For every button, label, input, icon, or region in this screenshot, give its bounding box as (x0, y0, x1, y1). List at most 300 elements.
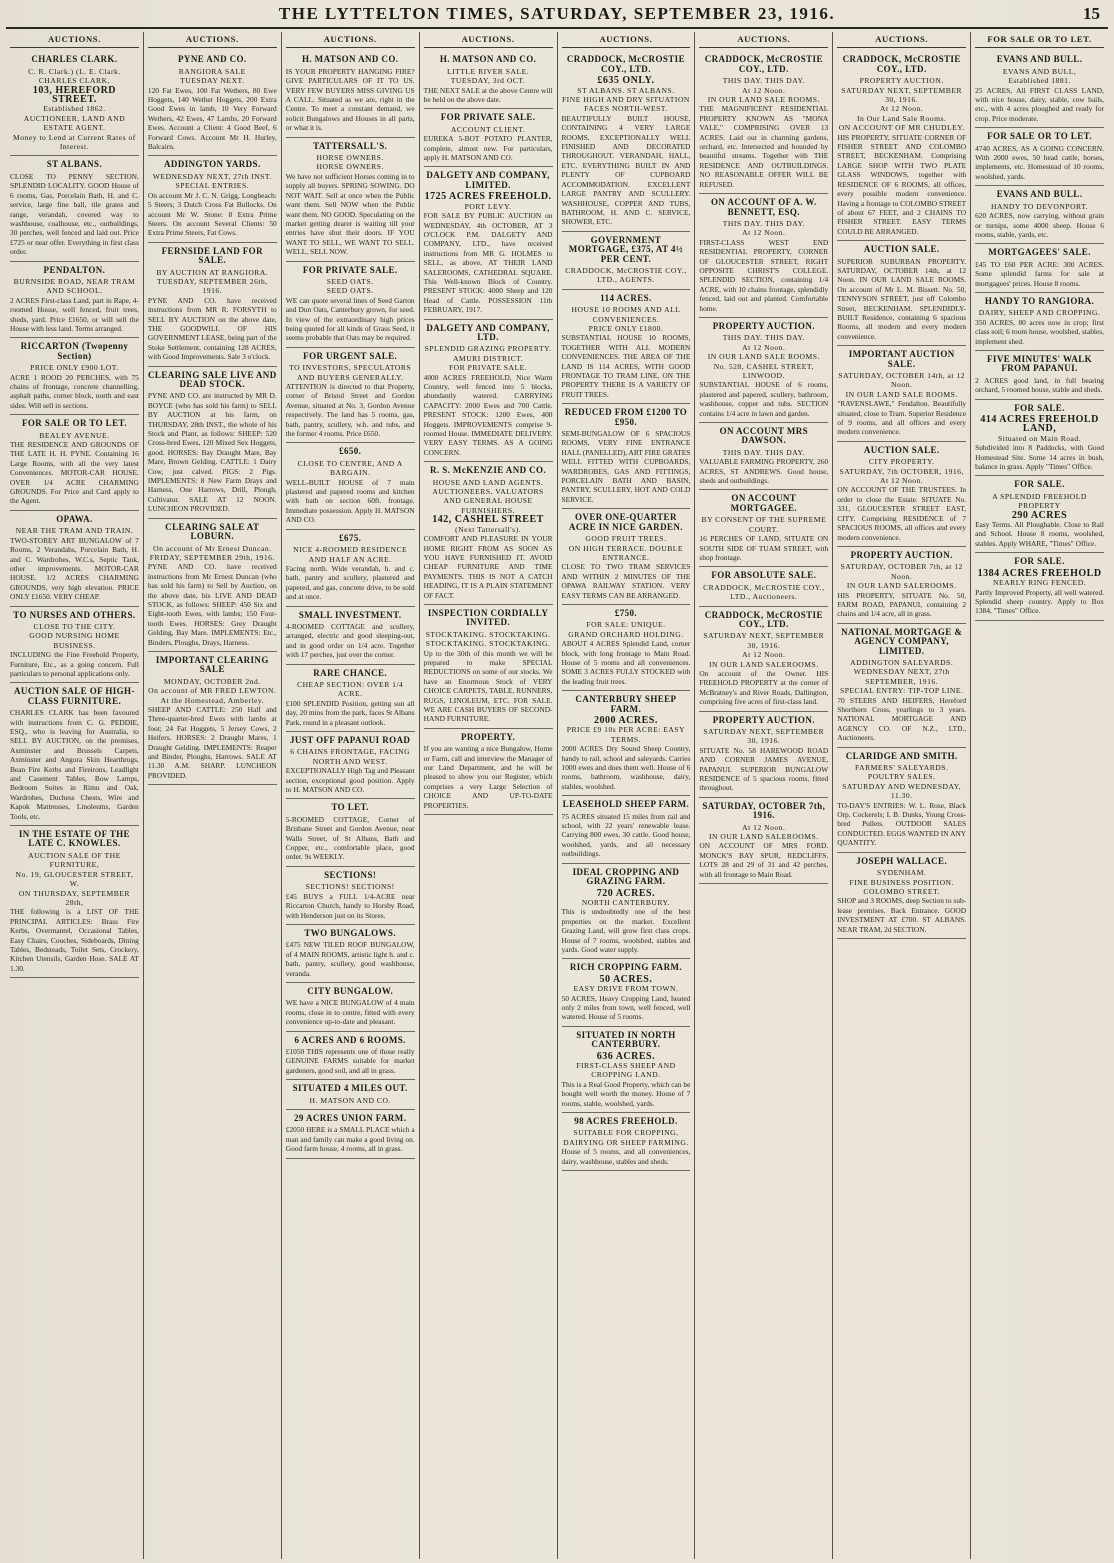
advertisement (837, 442, 966, 547)
ad-body: 25 ACRES, All FIRST CLASS LAND, with nice house, dairy, stable, cow bails, etc., with 4 acres ploughed and ready for crop. Price moderate. (975, 85, 1104, 123)
column-8 (971, 32, 1108, 1559)
ad-line: GOOD NURSING HOME BUSINESS. (29, 631, 120, 650)
advertisement (424, 320, 553, 463)
ad-title: MORTGAGEES' SALE. (988, 247, 1091, 258)
ad-line: FOR SALE: UNIQUE. (586, 620, 666, 630)
advertisement (837, 624, 966, 748)
ad-title: FOR ABSOLUTE SALE. (711, 570, 817, 581)
ad-line: BY CONSENT OF THE SUPREME COURT. (701, 515, 827, 534)
ad-line: ON HIGH TERRACE. DOUBLE ENTRANCE. (568, 543, 684, 562)
ad-line: H. MATSON AND CO. (309, 1095, 391, 1105)
advertisement (148, 652, 277, 785)
ad-line: HANDY TO DEVONPORT. (990, 201, 1089, 211)
advertisement (286, 51, 415, 137)
ad-body: 120 Fat Ewes, 100 Fat Wethers, 80 Ewe Hoggets, 140 Wether Hoggets, 200 Extra Good Ewes in lamb, 10 Very Forward Wethers, 42 Ewes, 47 Lambs, 20 Forward Ewes. Account a Client: 4 Good Beef, 6 Forward Cows. Account Mr H. Hurley, Balcairn. (147, 85, 277, 152)
advertisement (286, 732, 415, 799)
ad-line: STOCKTAKING. STOCKTAKING. (425, 629, 551, 639)
ad-line: ST ALBANS. ST ALBANS. (577, 85, 675, 95)
ad-line: MONDAY, OCTOBER 2nd. (163, 676, 261, 686)
ad-line: ADDINGTON SALEYARDS. (850, 657, 954, 667)
ad-line: 103, HEREFORD STREET. (32, 84, 117, 106)
ad-body: 70 STEERS AND HEIFERS, Hereford Shorthorn Cross, yearlings to 3 years. NATIONAL MORTGAGE AND AGENCY CO. OF N.Z., LTD., Auctioneers. (837, 695, 967, 743)
ad-line: IN OUR LAND SALEROOMS. (708, 659, 819, 669)
ad-title: IMPORTANT CLEARING SALE (155, 654, 269, 675)
ad-line: CRADDOCK, McCROSTIE COY., LTD., Auctioneers. (703, 582, 825, 602)
ad-body: PYNE AND CO. have received instructions from Mr Ernest Duncan (who has sold his farm) to Sell by Auction, on the above date, his LIVE AND DEAD STOCK, as follows: SHEEP: 450 Six and Eight-tooth Ewes, with lambs; 150 Four-tooth Ewes. HORSES: Grey Draught Gelding, Bay Mare. IMPLEMENTS: Etc., Binders, Ploughs, Drays, Harness. (147, 562, 277, 647)
ad-line: SPECIAL ENTRIES. (175, 181, 250, 191)
advertisement (10, 156, 139, 261)
ad-line: NORTH CANTERBURY. (581, 897, 670, 907)
ad-body: CLOSE TO PENNY SECTION. SPLENDID LOCALITY. GOOD House of 6 rooms, Gas, Porcelain Bath, H. and C. service, large fine ball, tile grates and range, verandah, covered way to washhouse, coalhouse, etc., outbuildings, 30 perches, well fenced and laid out. Price £725 or near offer. Everything in first class order. (10, 171, 139, 257)
ad-line: SATURDAY NEXT, SEPTEMBER 30, 1916. (841, 85, 963, 105)
ad-title: IDEAL CROPPING AND GRAZING FARM. (572, 866, 680, 887)
ad-title: TATTERSALL'S. (313, 140, 388, 151)
advertisement (286, 607, 415, 665)
advertisement (975, 553, 1104, 620)
ad-title: TO LET. (331, 802, 369, 813)
page-number: 15 (1083, 4, 1100, 23)
ad-line: AUCTIONEERS, VALUATORS AND GENERAL HOUSE FURNISHERS. (432, 487, 544, 515)
ad-line: PRICE ONLY £1800. (588, 323, 664, 333)
ad-body: ATTENTION is directed to that Property, corner of Bristol Street and Gordon Avenue, situated at No. 3, Gordon Avenue respectively. The land has 5 rooms, gas, bath, pantry, scullery, w.h. and tubs, and the former 4 rooms. Price £650. (285, 382, 415, 439)
ad-line: PORT LEVY. (464, 201, 512, 211)
ad-body: ON ACCOUNT OF MRS FORD. MONCK'S BAY SPUR, REDCLIFFS. LOTS 28 and 29 of 31 and 42 perches, with all frontage to Main Road. (699, 841, 829, 879)
advertisement (286, 983, 415, 1032)
ad-title: FOR SALE. (1014, 479, 1065, 490)
advertisement (10, 826, 139, 978)
ad-line: In Our Land Sale Rooms. (857, 113, 947, 123)
advertisement (562, 959, 691, 1026)
ad-title: HANDY TO RANGIORA. (984, 295, 1095, 306)
advertisement (286, 665, 415, 732)
advertisement (562, 796, 691, 863)
ad-title: EVANS AND BULL. (996, 54, 1083, 65)
ad-line: ACCOUNT CLIENT. (450, 124, 526, 134)
advertisement (699, 194, 828, 318)
advertisement (562, 404, 691, 509)
advertisement (286, 262, 415, 348)
ad-body: 16 PERCHES OF LAND, SITUATE ON SOUTH SIDE OF TUAM STREET, with shop frontage. (699, 534, 829, 562)
ad-body: CHARLES CLARK has been favoured with instructions from C. G. PEDDIE, ESQ., who is leaving for Australia, to SELL BY AUCTION, on the premises, Axminster and Brussels Carpets, Axminster and Angora Skin Hearthrugs, Bean Fire Kerbs and Fireirons, Leadlight and Casement Tables, Bow Lamps, Bedroom Suites in Rimu and Oak, Wardrobes, Duchess Chests, Wire and Kapok Mattresses, Linoleums, Garden Tools, etc. (10, 708, 139, 821)
advertisement (424, 109, 553, 167)
ad-line: BEALEY AVENUE. (39, 430, 110, 440)
ad-line: WEDNESDAY NEXT, 27th INST. (152, 171, 272, 181)
ad-line: CHEAP SECTION: OVER 1/4 ACRE. (297, 679, 404, 699)
ad-body: 4-ROOMED COTTAGE and scullery, arranged, electric and good sleeping-out, and in good order on 1/4 acre. Together with 17 perches, just over the corner. (285, 621, 415, 660)
ad-line: CLOSE TO CENTRE, AND A BARGAIN. (297, 458, 403, 478)
ad-body: ON ACCOUNT OF THE TRUSTEES. In order to close the Estate. SITUATE No. 331, GLOUCESTER STREET EAST, CITY. Comprising RESIDENCE of 7 SPACIOUS ROOMS, all offices and every modern convenience. (837, 485, 967, 542)
ad-line: On account of MR FRED LEWTON. (148, 686, 277, 696)
ad-title: GOVERNMENT MORTGAGE, £375, AT 4½ PER CENT. (568, 234, 684, 264)
ad-title: TWO BUNGALOWS. (304, 927, 396, 938)
ad-line: PROPERTY AUCTION. (859, 76, 944, 86)
ad-line: COLOMBO STREET. (863, 886, 940, 896)
ad-body: £45 BUYS a FULL 1/4-ACRE near Riccarton Church, handy to Horsby Road, with Henderson just on its Stores. (285, 891, 415, 920)
ad-title: PROPERTY AUCTION. (850, 549, 953, 560)
ad-title: FIVE MINUTES' WALK FROM PAPANUI. (987, 353, 1093, 374)
ad-body: 4000 ACRES FREEHOLD, Nice Warm Country, well fenced into 5 blocks, abundantly watered. CARRYING CAPACITY: 2000 Ewes and 700 Cattle. PRESENT STOCK: 1200 Ewes, 400 Hoggets. IMPROVEMENTS comprise 9-roomed House. IMMEDIATE DELIVERY. VERY EASY TERMS. AS A GOING CONCERN. (423, 372, 553, 457)
ad-body: 5-ROOMED COTTAGE, Corner of Brisbane Street and Gordon Avenue, near Walls Street, of St Albans, Bath and Copper, etc., comfortable place, good order. 9s WEEKLY. (285, 814, 415, 862)
ad-line: THIS DAY. THIS DAY. (722, 218, 805, 228)
ad-body: We have not sufficient Horses coming in to supply all buyers. SPRING SOWING. DO NOT WAIT. Sell at once when the Public want them. Sell NOW when the Public want them. NO GOOD. Speculating on the market getting dearer is waiting till your entries have shut their doors. IF YOU WANT TO SELL, WE WANT TO SELL. WELL, SELL NOW. (285, 171, 415, 257)
ad-title: FOR SALE OR TO LET. (21, 418, 127, 429)
ad-line: 1725 ACRES FREEHOLD. (424, 191, 552, 203)
ad-title: RICH CROPPING FARM. (569, 962, 683, 973)
ad-line: BY AUCTION AT RANGIORA. (156, 267, 269, 277)
ad-line: HOUSE AND LAND AGENTS. (432, 477, 544, 487)
column-header: AUCTIONS. (699, 32, 828, 48)
advertisement (699, 607, 828, 712)
ad-line: At 12 Noon. (742, 822, 786, 832)
ad-line: IN OUR LAND SALE ROOMS. (707, 352, 820, 362)
advertisement (699, 423, 828, 490)
column-header: AUCTIONS. (424, 32, 553, 48)
ad-line: 2000 ACRES. (594, 715, 658, 726)
ad-body: 620 ACRES, now carrying, without grain or turnips, some 4000 sheep. House 6 rooms, stable, yards, etc. (975, 211, 1104, 239)
column-header: AUCTIONS. (837, 32, 966, 48)
ad-line: POULTRY SALES. (867, 772, 936, 782)
ad-line: STOCKTAKING. STOCKTAKING. (425, 639, 551, 649)
advertisement (562, 691, 691, 796)
ad-line: SATURDAY NEXT, SEPTEMBER 30, 1916. (703, 727, 825, 746)
ad-line: GRAND ORCHARD HOLDING. (568, 629, 684, 639)
ad-title: FOR PRIVATE SALE. (302, 264, 398, 275)
ad-line: SPECIAL ENTRY: TIP-TOP LINE. (839, 686, 964, 696)
ad-title: OVER ONE-QUARTER ACRE IN NICE GARDEN. (568, 512, 683, 532)
ad-body: EXCEPTIONALLY High Tag and Pleasant section, exceptional good position. Apply to H. MATSON AND CO. (285, 766, 415, 795)
ad-line: TUESDAY, SEPTEMBER 26th, 1916. (156, 276, 268, 296)
column-2 (144, 32, 282, 1559)
ad-line: 290 ACRES (1011, 509, 1068, 521)
masthead-rule (6, 27, 1108, 29)
advertisement (10, 607, 139, 684)
ad-line: No. 19, GLOUCESTER STREET, W. (15, 869, 134, 889)
advertisement (837, 241, 966, 346)
ad-body: THE NEXT SALE at the above Centre will be held on the above date. (423, 85, 553, 105)
ad-line: At the Homestead, Amberley. (160, 695, 265, 705)
ad-line: WEDNESDAY NEXT, 27th SEPTEMBER, 1916. (853, 667, 950, 686)
ad-title: H. MATSON AND CO. (301, 54, 399, 65)
ad-line: TO INVESTORS, SPECULATORS AND BUYERS GENERALLY. (289, 363, 412, 382)
ad-line: ON ACCOUNT OF MR CHUDLEY. (838, 123, 965, 133)
advertisement (286, 1080, 415, 1110)
ad-body: This is undoubtedly one of the best properties on the market. Excellent Grazing Land, will grow first class crops. House of 7 rooms, woolshed, stables and yards. Good water supply. (561, 907, 691, 954)
ad-line: LITTLE RIVER SALE. (446, 66, 530, 76)
ad-line: SYDENHAM. (876, 868, 927, 878)
advertisement (975, 128, 1104, 186)
ad-title: PROPERTY. (460, 731, 516, 742)
ad-line: NEARLY RING FENCED. (993, 578, 1087, 588)
ad-body: SEMI-BUNGALOW OF 6 SPACIOUS ROOMS, VERY FINE ENTRANCE HALL (PANELLED), ART FIRE GRATES WELL FITTED WITH CUPBOARDS, WARDROBES, GAS AND FITTINGS, PORCELAIN BATH AND BASIN, PANTRY, SCULLERY, HOT AND COLD SERVICE. (561, 429, 691, 504)
ad-line: AUCTIONEER, LAND AND ESTATE AGENT. (23, 113, 126, 133)
ad-line: IN OUR LAND SALE ROOMS. (845, 389, 958, 399)
ad-title: £650. (339, 446, 362, 457)
ad-title: CLARIDGE AND SMITH. (845, 750, 958, 761)
ad-line: HORSE OWNERS. (316, 153, 384, 163)
ad-line: THIS DAY. THIS DAY. (722, 76, 805, 86)
ad-title: CRADDOCK, McCROSTIE COY., LTD. (566, 54, 685, 74)
ad-line: At 12 Noon. (880, 476, 924, 486)
column-header: AUCTIONS. (10, 32, 139, 48)
ad-line: Established 1881. (1008, 76, 1071, 86)
ad-title: ON ACCOUNT MRS DAWSON. (719, 426, 809, 446)
advertisement (148, 243, 277, 367)
ad-title: DALGETY AND COMPANY, LTD. (426, 322, 550, 342)
ad-title: CITY BUNGALOW. (307, 985, 394, 996)
ad-title: FERNSIDE LAND FOR SALE. (161, 245, 263, 266)
ad-body: 2 ACRES good land, in full bearing orchard, 5 roomed house, stable and sheds. (975, 375, 1104, 395)
advertisement (975, 293, 1104, 351)
column-header: FOR SALE OR TO LET. (975, 32, 1104, 48)
advertisement (975, 351, 1104, 400)
advertisement (286, 1032, 415, 1081)
ad-title: ST ALBANS. (46, 159, 103, 170)
ad-title: FOR SALE. (1014, 556, 1065, 567)
ad-line: CHARLES CLARK, (38, 76, 110, 86)
ad-title: IN THE ESTATE OF THE LATE C. KNOWLES. (18, 829, 130, 849)
ad-line: FINE BUSINESS POSITION. (849, 877, 954, 887)
ad-line: FOR PRIVATE SALE. (448, 363, 528, 373)
advertisement (10, 511, 139, 607)
ad-body: SITUATE No. 58 HAREWOOD ROAD AND CORNER JAMES AVENUE, PAPANUI. SUPERIOR BUNGALOW RESIDENCE of 5 spacious rooms, fitted throughout. (699, 745, 829, 793)
ad-title: 114 ACRES. (600, 292, 652, 303)
ad-body: INCLUDING the Fine Freehold Property, Furniture, Etc., as a going concern. Full particulars to personal applications only. (10, 650, 139, 678)
ad-body: FIRST-CLASS WEST END RESIDENTIAL PROPERTY, CORNER OF GLOUCESTER STREET, RIGHT OPPOSITE CHRIST'S COLLEGE. SPLENDID SECTION, containing 1/4 ACRE, with 10 chains frontage, splendidly fenced, laid out and planted. Comfortable home. (699, 237, 829, 313)
advertisement (148, 519, 277, 652)
ad-title: FOR SALE OR TO LET. (987, 131, 1092, 142)
advertisement (562, 509, 691, 605)
ad-body: Facing north. Wide verandah, h. and c. bath, pantry and scullery, plastered and papered, and gas, concrete drive, to be sold and at once. (285, 563, 415, 602)
ad-line: Situated on Main Road. (997, 433, 1082, 443)
column-1 (6, 32, 144, 1559)
ad-body: HIS PROPERTY, SITUATE CORNER OF FISHER STREET AND COLOMBO STREET, BECKENHAM. Comprising LARGE SHOP WITH TWO PLATE GLASS WINDOWS, together with RESIDENCE OF 6 ROOMS, all offices, every possible modern convenience. Having a frontage to COLOMBO STREET of about 67 FEET, and 2 CHAINS TO FISHER STREET. EASY TERMS COULD BE ARRANGED. (837, 132, 967, 236)
ad-title: NATIONAL MORTGAGE & AGENCY COMPANY, LIMITED. (841, 626, 963, 656)
ad-line: SATURDAY AND WEDNESDAY, 11.30. (842, 781, 962, 801)
ad-title: £675. (339, 532, 362, 543)
ad-title: SATURDAY, OCTOBER 7th, 1916. (702, 800, 826, 821)
ad-body: £2050 HERE is a SMALL PLACE which a man and family can make a good living on. Good farm house, 4 rooms, all in grass. (285, 1125, 415, 1154)
ad-title: CRADDOCK, McCROSTIE COY., LTD. (704, 54, 823, 74)
ad-body: VALUABLE FARMING PROPERTY, 260 ACRES, ST ANDREWS. Good house, sheds and outbuildings. (699, 457, 829, 486)
ad-line: SATURDAY, OCTOBER 14th, at 12 Noon. (838, 371, 965, 390)
ad-body: SHOP and 3 ROOMS, deep Section to sub-lease premises. Back Entrance. GOOD INVESTMENT AT £700. ST ALBANS. NEAR TRAM, 2d SECTION. (837, 896, 967, 934)
ad-body: £1050 THIS represents one of those really GENUINE FARMS suitable for market gardeners, good soil, and all in grass. (285, 1046, 415, 1075)
ad-body: House of 5 rooms, and all conveniences, dairy, washhouse, stables and sheds. (561, 1147, 691, 1166)
ad-body: 350 ACRES, 80 acres now in crop; first class soil; 6 room house, woolshed, stables, implement shed. (975, 317, 1104, 346)
advertisement (975, 400, 1104, 477)
ad-body: 50 ACRES, Heavy Cropping Land, heated only 2 miles from town, well fenced, well watered. House of 5 rooms. (561, 993, 691, 1022)
ad-body: EUREKA 5-BOT POTATO PLANTER, complete, almost new. For particulars, apply H. MATSON AND CO. (423, 134, 553, 163)
ad-line: CRADDOCK, McCROSTIE COY., LTD., AGENTS. (565, 265, 687, 285)
ad-title: SITUATED 4 MILES OUT. (292, 1083, 408, 1094)
ad-title: CRADDOCK, McCROSTIE COY., LTD. (842, 54, 961, 74)
ad-line: SEED OATS. (326, 276, 374, 286)
column-7 (833, 32, 971, 1559)
advertisement (562, 232, 691, 290)
ad-line: 636 ACRES. (596, 1050, 656, 1062)
ad-title: PROPERTY AUCTION. (712, 320, 815, 331)
ad-line: TUESDAY, 3rd OCT. (450, 76, 526, 86)
ad-line: SATURDAY, OCTOBER 7th, at 12 Noon. (840, 562, 963, 581)
advertisement (286, 443, 415, 529)
ad-title: ON ACCOUNT OF A. W. BENNETT, ESQ. (711, 197, 817, 217)
ad-line: FIRST-CLASS SHEEP AND CROPPING LAND. (576, 1061, 676, 1080)
ad-title: REDUCED FROM £1200 TO £950. (564, 407, 688, 427)
ad-body: THE MAGNIFICENT RESIDENTIAL PROPERTY KNOWN AS "MONA VALE," COMPRISING OVER 13 ACRES. Laid out in charming gardens, orchard, etc. Intersected and bounded by beautiful streams. Together with THE RESIDENCE AND OUTBUILDINGS. NO REASONABLE OFFER WILL BE REFUSED. (699, 104, 829, 189)
advertisement (699, 567, 828, 606)
column-5 (558, 32, 696, 1559)
ad-body: £475 NEW TILED ROOF BUNGALOW, of 4 MAIN ROOMS, artistic light h. and c. bath, pantry, scullery, good washhouse, veranda. (285, 940, 415, 978)
ad-body: Partly Improved Property, all well watered. Splendid sheep country. Apply to Box 1384, "Times" Office. (975, 587, 1104, 616)
ad-title: CLEARING SALE LIVE AND DEAD STOCK. (148, 369, 277, 389)
ad-title: AUCTION SALE. (863, 444, 940, 455)
ad-title: JUST OFF PAPANUI ROAD (290, 735, 411, 745)
ad-line: EASY DRIVE FROM TOWN. (573, 984, 679, 994)
ad-title: INSPECTION CORDIALLY INVITED. (427, 607, 549, 628)
ad-line: Established 1862. (43, 104, 106, 114)
column-4 (420, 32, 558, 1559)
ad-title: OPAWA. (56, 513, 93, 524)
ad-line: GOOD FRUIT TREES. (585, 534, 667, 544)
ad-line: EVANS AND BULL, (1002, 66, 1077, 76)
ad-title: PROPERTY AUCTION. (712, 714, 815, 725)
ad-body: On account Mr J. C. N. Grigg, Longbeach: 5 Steers; 3 Dutch Cross Fat Bullocks. On account Mr W. Stone: 8 Extra Prime Steers. On account Several Clients: 50 Extra Prime Steers, Fat Cows. (147, 190, 277, 238)
ad-title: RICCARTON (Twopenny Section) (20, 341, 129, 361)
ad-line: ON THURSDAY, SEPTEMBER 28th, (18, 888, 130, 907)
column-3 (282, 32, 420, 1559)
ad-title: £750. (614, 607, 638, 618)
advertisement (286, 799, 415, 866)
advertisement (424, 51, 553, 109)
advertisement (699, 490, 828, 567)
advertisement (10, 683, 139, 826)
ad-body: Subdivided into 8 Paddocks, with Good Homestead Site. Some 14 acres in bush, balance in grass. Apply "Times" Office. (975, 443, 1104, 472)
ad-title: CANTERBURY SHEEP FARM. (575, 694, 677, 714)
ad-line: 50 ACRES. (599, 973, 653, 985)
ad-body: PYNE AND CO. have received instructions from MR R. FORSYTH to SELL BY AUCTION on the above date, THE GOODWILL OF HIS GOVERNMENT LEASE, being part of the Stoke Settlement, containing 128 ACRES, with Good Improvements. Sale 3 o'clock. (147, 295, 277, 362)
ad-title: LEASEHOLD SHEEP FARM. (562, 799, 690, 810)
ad-body: £45 TO £60 PER ACRE: 300 ACRES. Some splendid farms for sale at mortgagees' prices. House 8 rooms. (975, 259, 1104, 288)
advertisement (424, 729, 553, 815)
ad-line: SPLENDID GRAZING PROPERTY. (424, 344, 552, 354)
ad-line: IN OUR LAND SALE ROOMS. (707, 95, 820, 105)
advertisement (562, 51, 691, 231)
ad-title: SECTIONS! (324, 869, 377, 880)
ad-title: CHARLES CLARK. (31, 54, 118, 65)
advertisement (10, 51, 139, 156)
ad-line: At 12 Noon. (742, 342, 786, 352)
ad-title: AUCTION SALE OF HIGH-CLASS FURNITURE. (14, 686, 135, 706)
ad-line: PRICE ONLY £900 LOT. (30, 363, 119, 373)
ad-body: WELL-BUILT HOUSE of 7 main plastered and papered rooms and kitchen with bath on section 60ft. frontage. Immediate possession. Apply H. MATSON AND CO. (285, 477, 415, 525)
ad-line: SEED OATS. (326, 286, 374, 296)
ad-body: THE RESIDENCE AND GROUNDS OF THE LATE H. H. PYNE. Containing 16 Large Rooms, with all the very latest Conveniences. MOTOR-CAR HOUSE. OVER 1/4 ACRE CHARMING GROUNDS. For Price and Card apply to the Agent. (10, 440, 139, 506)
ad-title: RARE CHANCE. (313, 667, 388, 678)
advertisement (975, 476, 1104, 553)
advertisement (562, 1113, 691, 1171)
ad-title: FOR URGENT SALE. (303, 350, 398, 361)
ad-body: This is a Real Good Property, which can be bought well worth the money. House of 7 rooms, stable, woolshed, yards. (561, 1079, 691, 1108)
ad-title: DALGETY AND COMPANY, LIMITED. (426, 170, 550, 190)
ad-body: On account of the Owner. HIS FREEHOLD PROPERTY at the corner of McBratney's and River Roads, Dallington, comprising five acres of first-class land. (699, 668, 829, 707)
ad-line: CITY PROPERTY. (868, 457, 935, 467)
ad-body: CLOSE TO TWO TRAM SERVICES AND WITHIN 2 MINUTES OF THE OPAWA RAILWAY STATION. VERY EASY TERMS CAN BE ARRANGED. (561, 562, 691, 600)
ad-title: PENDALTON. (43, 264, 106, 275)
ad-title: 98 ACRES FREEHOLD. (574, 1116, 678, 1127)
ad-body: SUPERIOR SUBURBAN PROPERTY. SATURDAY, OCTOBER 14th, at 12 Noon. IN OUR LAND SALE ROOMS. On account of Mr L. M. Bissett. No. 50, TENNYSON STREET, just off Colombo Street, BECKENHAM. SPLENDIDLY-BUILT Residence, containing 6 spacious Rooms, all modern and every modern convenience. (837, 256, 967, 341)
advertisement (286, 138, 415, 262)
ad-line: FARMERS' SALEYARDS. (854, 763, 949, 773)
ad-line: FRIDAY, SEPTEMBER 29th, 1916. (149, 552, 275, 562)
ad-title: ADDINGTON YARDS. (164, 159, 261, 170)
ad-line: On account of Mr Ernest Duncan. (153, 543, 272, 553)
ad-line: 1384 ACRES FREEHOLD (977, 567, 1102, 579)
advertisement (837, 853, 966, 939)
ad-title: 6 ACRES AND 6 ROOMS. (294, 1034, 406, 1045)
ad-body: FOR SALE BY PUBLIC AUCTION on WEDNESDAY, 4th OCTOBER, AT 3 O'CLOCK P.M. DALGETY AND COMPANY, LTD., have received instructions from MR G. HOLMES to SELL, as above, AT THEIR LAND SALEROOMS, CATHEDRAL SQUARE. This Well-known Block of Country. PRESENT STOCK: 4000 Sheep and 120 Head of Cattle. POSSESSION 11th FEBRUARY, 1917. (423, 211, 553, 315)
ad-body: IS YOUR PROPERTY HANGING FIRE? GIVE PARTICULARS OF IT TO US. VERY FEW BUYERS MISS GIVING US A CALL. Situated as we are, right in the Centre. To meet a constant demand, we solicit Bungalows and Houses in all parts, or what it is. (285, 66, 415, 133)
ad-line: Money to Lend at Current Rates of Interest. (13, 132, 136, 152)
ad-line: At 12 Noon. (742, 650, 786, 660)
advertisement (286, 867, 415, 925)
ad-body: PYNE AND CO. are instructed by MR D. BOYCE (who has sold his farm) to SELL BY AUCTION at his farm, on THURSDAY, 28th INST., the whole of his Stock and Plant, as follows: SHEEP: 520 Cross-bred Ewes, 120 Mixed Sex Hoggets, good. HORSES: Bay Draught Mare, Bay Mare, Brown Gelding. CATTLE: 1 Dairy Cow, just calved. PIGS: 2 Pigs. IMPLEMENTS: 8 New Farm Drays and Harness, One Harrows, Drill, Plough, Cultivator. SALE AT 12 NOON. LUNCHEON PROVIDED. (147, 391, 277, 514)
ad-line: PRICE £9 10s PER ACRE: EASY TERMS. (566, 725, 686, 744)
ad-title: SITUATED IN NORTH CANTERBURY. (576, 1029, 676, 1050)
advertisement (562, 290, 691, 404)
advertisement (562, 864, 691, 960)
ad-title: SMALL INVESTMENT. (298, 609, 402, 620)
ad-line: THIS DAY. THIS DAY. (722, 447, 805, 457)
ad-line: 414 ACRES FREEHOLD LAND, (980, 414, 1099, 435)
ad-title: EVANS AND BULL. (996, 189, 1083, 200)
ad-body: Up to the 30th of this month we will be prepared to make SPECIAL REDUCTIONS on some of our stocks. We have an Enormous Stock of VERY CHOICE CARPETS, TABLE, RUNNERS, RUGS, LINOLEUM, ETC. FOR SALE. WE ARE CASH BUYERS OF SECOND-HAND FURNITURE. (423, 648, 553, 724)
advertisement (10, 415, 139, 511)
advertisement (837, 346, 966, 442)
ad-line: IN OUR LAND SALEROOMS. (846, 581, 957, 591)
advertisement (286, 1110, 415, 1159)
ad-line: 142, CASHEL STREET (432, 514, 544, 526)
ad-body: TO-DAY'S ENTRIES: W. L. Rose, Black Orp. Cockerels; I. B. Dunks, Young Cross-bred Pullets. OUTDOOR SALES CONDUCTED. EGGS WANTED IN ANY QUANTITY. (837, 800, 967, 848)
masthead-title: THE LYTTELTON TIMES, SATURDAY, SEPTEMBER 23, 1916. (278, 4, 836, 23)
ad-body: "RAVENSLAWE," Fendalton. Beautifully situated, close to Tram. Superior Residence of 9 rooms, and all offices and every modern convenience. (837, 399, 967, 437)
advertisement (148, 367, 277, 519)
ad-line: At 12 Noon. (742, 85, 786, 95)
ad-line: At 12 Noon. (742, 228, 786, 238)
advertisement (10, 338, 139, 415)
ad-title: FOR SALE. (1014, 402, 1065, 413)
ad-body: WE can quote several lines of Seed Garton and Dun Oats, Canterbury grown, for seed. In view of the extraordinary high prices being quoted for all kinds of Grass Seed, it seems probable that Oats may be required. (285, 295, 415, 343)
ad-line: C. R. Clark.) (L. E. Clark. (28, 66, 121, 76)
advertisement (699, 318, 828, 423)
advertisement (975, 244, 1104, 293)
ad-line: SUITABLE FOR CROPPING, DAIRYING OR SHEEP FARMING. (563, 1128, 689, 1147)
ad-line: SATURDAY NEXT, SEPTEMBER 30, 1916. (703, 631, 825, 650)
column-header: AUCTIONS. (562, 32, 691, 48)
ad-title: H. MATSON AND CO. (439, 54, 537, 65)
ad-body: SHEEP AND CATTLE: 250 Half and Three-quarter-bred Ewes with lambs at foot; 24 Fat Hoggets, 5 Jersey Cows, 2 Heifers. HORSES: 2 Draught Mares, 1 Draught Gelding. IMPLEMENTS: Reaper and Binder, Ploughs, Harrows. SALE AT 11.30 A.M. SHARP. LUNCHEON PROVIDED. (147, 705, 277, 780)
columns-container (6, 32, 1108, 1559)
ad-line: No. 528, CASHEL STREET, LINWOOD. (713, 361, 814, 380)
advertisement (699, 712, 828, 798)
ad-line: DAIRY, SHEEP AND CROPPING. (978, 308, 1101, 318)
ad-line: AMURI DISTRICT. (452, 353, 524, 363)
advertisement (699, 798, 828, 884)
advertisement (10, 262, 139, 339)
ad-line: At 12 Noon. (880, 104, 924, 114)
ad-title: CLEARING SALE AT LOBURN. (165, 521, 260, 542)
ad-title: CRADDOCK, McCROSTIE COY., LTD. (704, 609, 823, 629)
ad-body: WE have a NICE BUNGALOW of 4 main rooms, close in to centre, fitted with every convenience up-to-date and pleasant. (285, 998, 415, 1027)
